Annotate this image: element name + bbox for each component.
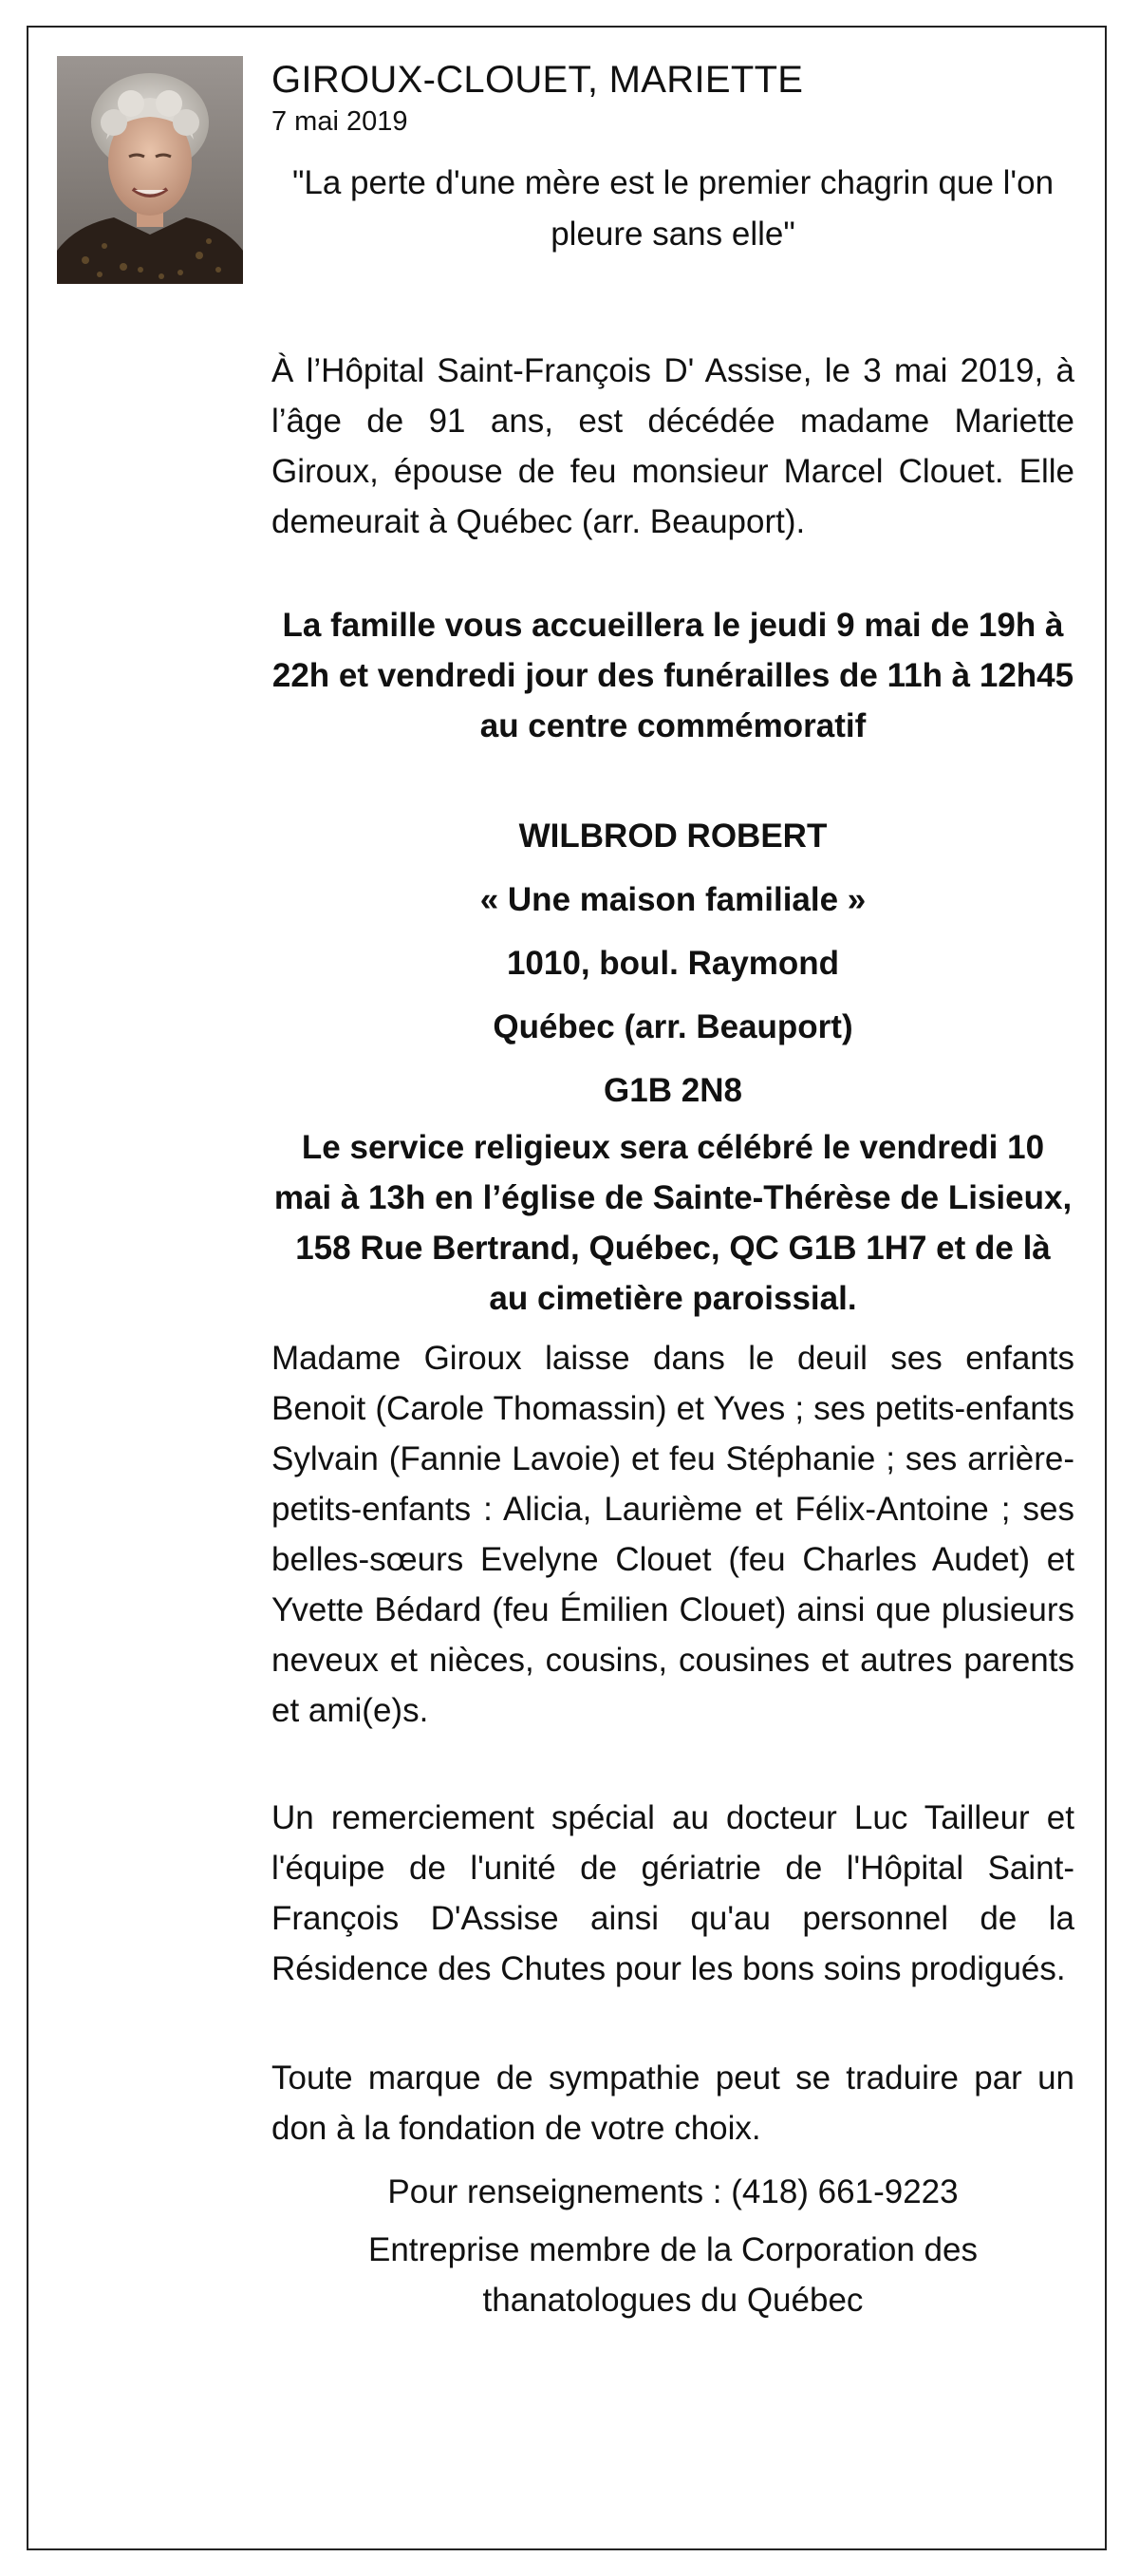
funeral-home-slogan: « Une maison familiale » (479, 881, 867, 918)
death-announcement: À l’Hôpital Saint-François D' Assise, le 3 mai 2019, à l’âge de 91 ans, est décédée madame Mariette Giroux, épouse de feu monsieur Marcel Clouet. Elle demeurait à Québec (arr. Beauport). (271, 352, 1074, 540)
religious-service-info: Le service religieux sera célébré le vendredi 10 mai à 13h en l’église de Sainte-Thérèse de Lisieux, 158 Rue Bertrand, Québec, QC G1B 1H7 et de là au cimetière paroissial. (273, 1129, 1073, 1317)
memorial-quote: "La perte d'une mère est le premier chagrin que l'on pleure sans elle" (291, 164, 1055, 253)
publication-date: 7 mai 2019 (271, 106, 408, 137)
funeral-home-postal-code: G1B 2N8 (604, 1072, 742, 1109)
info-phone-line: Pour renseignements : (418) 661-9223 (387, 2173, 959, 2210)
deceased-portrait-photo (57, 56, 243, 284)
funeral-home-name: WILBROD ROBERT (518, 818, 828, 855)
visitation-info: La famille vous accueillera le jeudi 9 mai de 19h à 22h et vendredi jour des funérailles de 11h à 12h45 au centre commémoratif (271, 607, 1074, 744)
sympathy-paragraph: Toute marque de sympathie peut se traduire par un don à la fondation de votre choix. (271, 2059, 1074, 2147)
notice-content (271, 55, 1074, 2325)
portrait-image (57, 56, 243, 284)
deceased-name: GIROUX-CLOUET, MARIETTE (271, 59, 804, 101)
family-paragraph: Madame Giroux laisse dans le deuil ses enfants Benoit (Carole Thomassin) et Yves ; ses petits-enfants Sylvain (Fannie Lavoie) et feu Stéphanie ; ses arrière-petits-enfants : Alicia, Laurième et Félix-Antoine ; ses belles-sœurs Evelyne Clouet (feu Charles Audet) et Yvette Bédard (feu Émilien Clouet) ainsi que plusieurs neveux et nièces, cousins, cousines et autres parents et ami(e)s. (271, 1340, 1074, 1729)
funeral-home-address: 1010, boul. Raymond (506, 945, 840, 982)
funeral-home-city: Québec (arr. Beauport) (493, 1008, 853, 1045)
corporation-member-line: Entreprise membre de la Corporation des thanatologues du Québec (368, 2231, 978, 2319)
thanks-paragraph: Un remerciement spécial au docteur Luc Tailleur et l'équipe de l'unité de gériatrie de l'Hôpital Saint-François D'Assise ainsi qu'au personnel de la Résidence des Chutes pour les bons soins prodigués. (271, 1799, 1074, 1987)
